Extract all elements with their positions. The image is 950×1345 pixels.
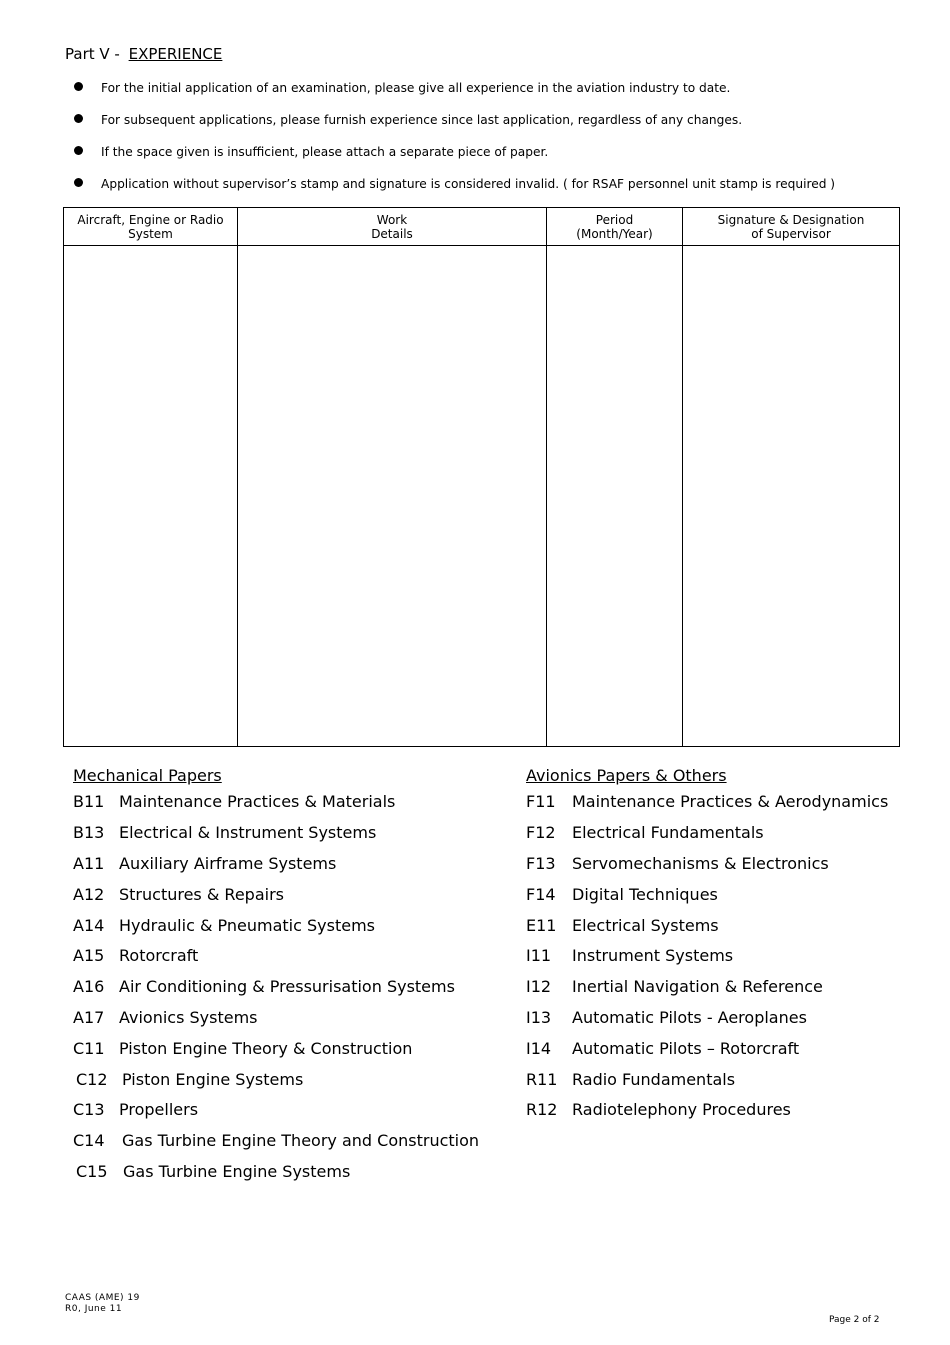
paper-name: Inertial Navigation & Reference bbox=[572, 977, 823, 996]
paper-code: I12 bbox=[526, 977, 552, 996]
paper-code: F14 bbox=[526, 885, 556, 904]
form-reference bbox=[65, 1293, 140, 1315]
paper-code: A12 bbox=[73, 885, 105, 904]
paper-code: C15 bbox=[76, 1162, 108, 1181]
part-label: Part V - bbox=[65, 45, 120, 63]
paper-name: Hydraulic & Pneumatic Systems bbox=[119, 916, 375, 935]
paper-code: F13 bbox=[526, 854, 556, 873]
instruction-list bbox=[72, 79, 912, 207]
paper-name: Servomechanisms & Electronics bbox=[572, 854, 829, 873]
paper-code: C12 bbox=[76, 1070, 108, 1089]
period-entry-cell[interactable] bbox=[547, 246, 683, 747]
paper-code: A11 bbox=[73, 854, 105, 873]
bullet-icon bbox=[74, 146, 83, 155]
paper-code: C11 bbox=[73, 1039, 105, 1058]
paper-name: Automatic Pilots – Rotorcraft bbox=[572, 1039, 800, 1058]
instruction-text: For the initial application of an examination, please give all experience in the aviation industry to date. bbox=[101, 81, 731, 95]
bullet-icon bbox=[74, 114, 83, 123]
paper-code: B13 bbox=[73, 823, 105, 842]
instruction-item bbox=[72, 175, 912, 207]
paper-code: F11 bbox=[526, 792, 556, 811]
page-number: Page 2 of 2 bbox=[829, 1315, 880, 1325]
paper-code: A14 bbox=[73, 916, 105, 935]
column-header-supervisor: Signature & Designation of Supervisor bbox=[683, 208, 900, 246]
instruction-text: If the space given is insufficient, please attach a separate piece of paper. bbox=[101, 145, 549, 159]
paper-code: I14 bbox=[526, 1039, 552, 1058]
instruction-text: Application without supervisor’s stamp and signature is considered invalid. ( for RSAF personnel unit stamp is required ) bbox=[101, 177, 836, 191]
supervisor-entry-cell[interactable] bbox=[683, 246, 900, 747]
experience-table-header bbox=[64, 208, 900, 246]
paper-name: Structures & Repairs bbox=[119, 885, 284, 904]
paper-name: Electrical Fundamentals bbox=[572, 823, 764, 842]
paper-name: Gas Turbine Engine Systems bbox=[123, 1162, 351, 1181]
paper-name: Maintenance Practices & Aerodynamics bbox=[572, 792, 889, 811]
paper-name: Air Conditioning & Pressurisation Systems bbox=[119, 977, 455, 996]
paper-name: Avionics Systems bbox=[119, 1008, 258, 1027]
paper-code: C13 bbox=[73, 1100, 105, 1119]
paper-code: F12 bbox=[526, 823, 556, 842]
paper-code: R11 bbox=[526, 1070, 558, 1089]
paper-name: Auxiliary Airframe Systems bbox=[119, 854, 337, 873]
paper-code: I11 bbox=[526, 946, 552, 965]
paper-code: A15 bbox=[73, 946, 105, 965]
paper-name: Propellers bbox=[119, 1100, 199, 1119]
paper-code: I13 bbox=[526, 1008, 552, 1027]
column-header-work-details: Work Details bbox=[238, 208, 547, 246]
paper-name: Piston Engine Systems bbox=[122, 1070, 304, 1089]
avionics-papers-title: Avionics Papers & Others bbox=[526, 766, 727, 785]
paper-code: E11 bbox=[526, 916, 557, 935]
column-header-system: Aircraft, Engine or Radio System bbox=[64, 208, 238, 246]
instruction-item bbox=[72, 111, 912, 143]
mechanical-papers-title: Mechanical Papers bbox=[73, 766, 222, 785]
form-code: CAAS (AME) 19 bbox=[65, 1293, 140, 1303]
paper-code: B11 bbox=[73, 792, 105, 811]
paper-code: R12 bbox=[526, 1100, 558, 1119]
paper-code: A16 bbox=[73, 977, 105, 996]
work-details-entry-cell[interactable] bbox=[238, 246, 547, 747]
instruction-item bbox=[72, 143, 912, 175]
paper-name: Radio Fundamentals bbox=[572, 1070, 736, 1089]
instruction-item bbox=[72, 79, 912, 111]
paper-code: A17 bbox=[73, 1008, 105, 1027]
experience-table bbox=[63, 207, 900, 747]
part-heading: EXPERIENCE bbox=[128, 45, 223, 63]
paper-name: Radiotelephony Procedures bbox=[572, 1100, 791, 1119]
table-row bbox=[64, 246, 900, 747]
paper-name: Automatic Pilots - Aeroplanes bbox=[572, 1008, 807, 1027]
system-entry-cell[interactable] bbox=[64, 246, 238, 747]
instruction-text: For subsequent applications, please furnish experience since last application, regardless of any changes. bbox=[101, 113, 743, 127]
paper-name: Piston Engine Theory & Construction bbox=[119, 1039, 413, 1058]
paper-code: C14 bbox=[73, 1131, 105, 1150]
column-header-period: Period (Month/Year) bbox=[547, 208, 683, 246]
revision: R0, June 11 bbox=[65, 1304, 123, 1314]
bullet-icon bbox=[74, 178, 83, 187]
paper-name: Digital Techniques bbox=[572, 885, 718, 904]
part-title bbox=[65, 45, 222, 63]
paper-name: Electrical & Instrument Systems bbox=[119, 823, 377, 842]
paper-name: Maintenance Practices & Materials bbox=[119, 792, 396, 811]
bullet-icon bbox=[74, 82, 83, 91]
paper-name: Instrument Systems bbox=[572, 946, 734, 965]
paper-name: Gas Turbine Engine Theory and Construction bbox=[122, 1131, 480, 1150]
paper-name: Electrical Systems bbox=[572, 916, 719, 935]
paper-name: Rotorcraft bbox=[119, 946, 199, 965]
